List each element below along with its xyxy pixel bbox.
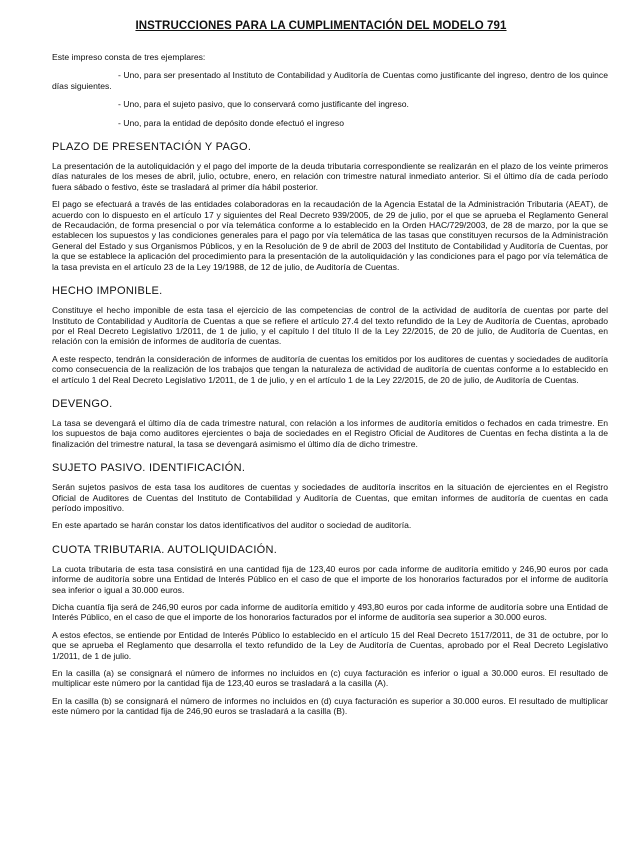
section-heading-devengo: DEVENGO.: [52, 397, 113, 410]
bullet-item: - Uno, para el sujeto pasivo, que lo conservará como justificante del ingreso.: [118, 99, 409, 110]
section-heading-sujeto-pasivo: SUJETO PASIVO. IDENTIFICACIÓN.: [52, 462, 246, 475]
section-paragraph: Constituye el hecho imponible de esta tasa el ejercicio de las competencias de control de la actividad de auditoría de cuentas por parte del Instituto de Contabilidad y Auditoría de Cuentas a que se refiere el artículo 27.4 del texto refundido de la Ley de Auditoría de Cuentas, aprobado por el Real Decreto Legislativo 1/2011, de 1 de julio, y el capítulo I del título II de la Ley 22/2015, de 20 de julio, de Auditoría de Cuentas, en relación con la emisión de informes de auditoría de cuentas.: [52, 305, 608, 347]
section-heading-cuota-tributaria: CUOTA TRIBUTARIA. AUTOLIQUIDACIÓN.: [52, 543, 278, 556]
section-paragraph: En la casilla (b) se consignará el número de informes no incluidos en (d) cuya facturación es superior a 30.000 euros. El resultado de multiplicar este número por la cantidad fija de 246,90 euros se trasladará a la casilla (B).: [52, 695, 608, 717]
section-heading-plazo: PLAZO DE PRESENTACIÓN Y PAGO.: [52, 141, 252, 154]
section-paragraph: El pago se efectuará a través de las entidades colaboradoras en la recaudación de la Agencia Estatal de la Administración Tributaria (AEAT), de acuerdo con lo dispuesto en el artículo 17 y siguientes del Real Decreto 939/2005, de 29 de julio, por el que se aprueba el Reglamento General de Recaudación, de forma presencial o por vía telemática conforme a lo establecido en la Orden HAC/729/2003, de 28 de marzo, por la que se establecen los supuestos y las condiciones generales para el pago por vía telemática de las tasas que constituyen recursos de la Administración General del Estado y sus Organismos Públicos, y en la Resolución de 9 de abril de 2003 del Instituto de Contabilidad y Auditoría de Cuentas, por la que se establece la aplicación del procedimiento para la presentación de la autoliquidación y las condiciones para el pago por vía telemática de la tasa prevista en el artículo 23 de la Ley 19/1988, de 12 de julio, de Auditoría de Cuentas.: [52, 199, 608, 272]
intro-text: Este impreso consta de tres ejemplares:: [52, 52, 206, 62]
document-title: INSTRUCCIONES PARA LA CUMPLIMENTACIÓN DEL MODELO 791: [135, 20, 507, 32]
section-paragraph: A este respecto, tendrán la consideración de informes de auditoría de cuentas los emitidos por los auditores de cuentas y sociedades de auditoría como consecuencia de la realización de los trabajos que tengan la naturaleza de actividad de auditoría de cuentas conforme a lo establecido en el artículo 1 del Real Decreto Legislativo 1/2011, de 1 de julio, y en el artículo 1 de la Ley 22/2015, de 20 de julio, de Auditoría de Cuentas.: [52, 353, 608, 385]
section-paragraph: La presentación de la autoliquidación y el pago del importe de la deuda tributaria correspondiente se realizarán en el plazo de los veinte primeros días naturales de los meses de abril, julio, octubre, enero, en relación con trimestre natural inmediato anterior. Si el último día de cada período fuera sábado o festivo, éste se trasladará al primer día hábil posterior.: [52, 161, 608, 192]
section-paragraph: Serán sujetos pasivos de esta tasa los auditores de cuentas y sociedades de auditoría inscritos en la situación de ejercientes en el Registro Oficial de Auditores de Cuentas del Instituto de Contabilidad y Auditoría de Cuentas, que emitan informes de auditoría de cuentas en cada período impositivo.: [52, 482, 608, 513]
section-paragraph: A estos efectos, se entiende por Entidad de Interés Público lo establecido en el artículo 15 del Real Decreto 1517/2011, de 31 de octubre, por lo que se aprueba el Reglamento que desarrolla el texto refundido de la Ley de Auditoría de Cuentas, aprobado por el Real Decreto Legislativo 1/2011, de 1 de julio.: [52, 629, 608, 661]
section-paragraph: En este apartado se harán constar los datos identificativos del auditor o sociedad de auditoría.: [52, 520, 412, 531]
section-paragraph: Dicha cuantía fija será de 246,90 euros por cada informe de auditoría emitido y 493,80 euros por cada informe de auditoría sobre una Entidad de Interés Público, en el caso de que el importe de los honorarios facturados por el informe de auditoría sea superior a 30.000 euros.: [52, 602, 608, 623]
document-body: [52, 52, 608, 724]
section-paragraph: En la casilla (a) se consignará el número de informes no incluidos en (c) cuya facturación es inferior o igual a 30.000 euros. El resultado de multiplicar este número por la cantidad fija de 123,40 euros se trasladará a la casilla (A).: [52, 668, 608, 689]
bullet-item: - Uno, para la entidad de depósito donde efectuó el ingreso: [118, 117, 344, 128]
section-paragraph: La tasa se devengará el último día de cada trimestre natural, con relación a los informes de auditoría emitidos o fechados en cada trimestre. En los supuestos de baja como auditores ejercientes o baja de sociedades en el Registro Oficial de Auditores de Cuentas en fecha distinta a la de finalización del trimestre natural, la tasa se devengará asimismo el último día de dicho trimestre.: [52, 417, 608, 449]
section-paragraph: La cuota tributaria de esta tasa consistirá en una cantidad fija de 123,40 euros por cada informe de auditoría emitido y 246,90 euros por cada informe de auditoría sobre una Entidad de Interés Público en el caso de que el importe de los honorarios facturados por el informe de auditoría sea inferior o igual a 30.000 euros.: [52, 563, 608, 595]
section-heading-hecho-imponible: HECHO IMPONIBLE.: [52, 285, 163, 298]
bullet-item: - Uno, para ser presentado al Instituto de Contabilidad y Auditoría de Cuentas como justificante del ingreso, dentro de los quince días siguientes.: [52, 70, 608, 91]
